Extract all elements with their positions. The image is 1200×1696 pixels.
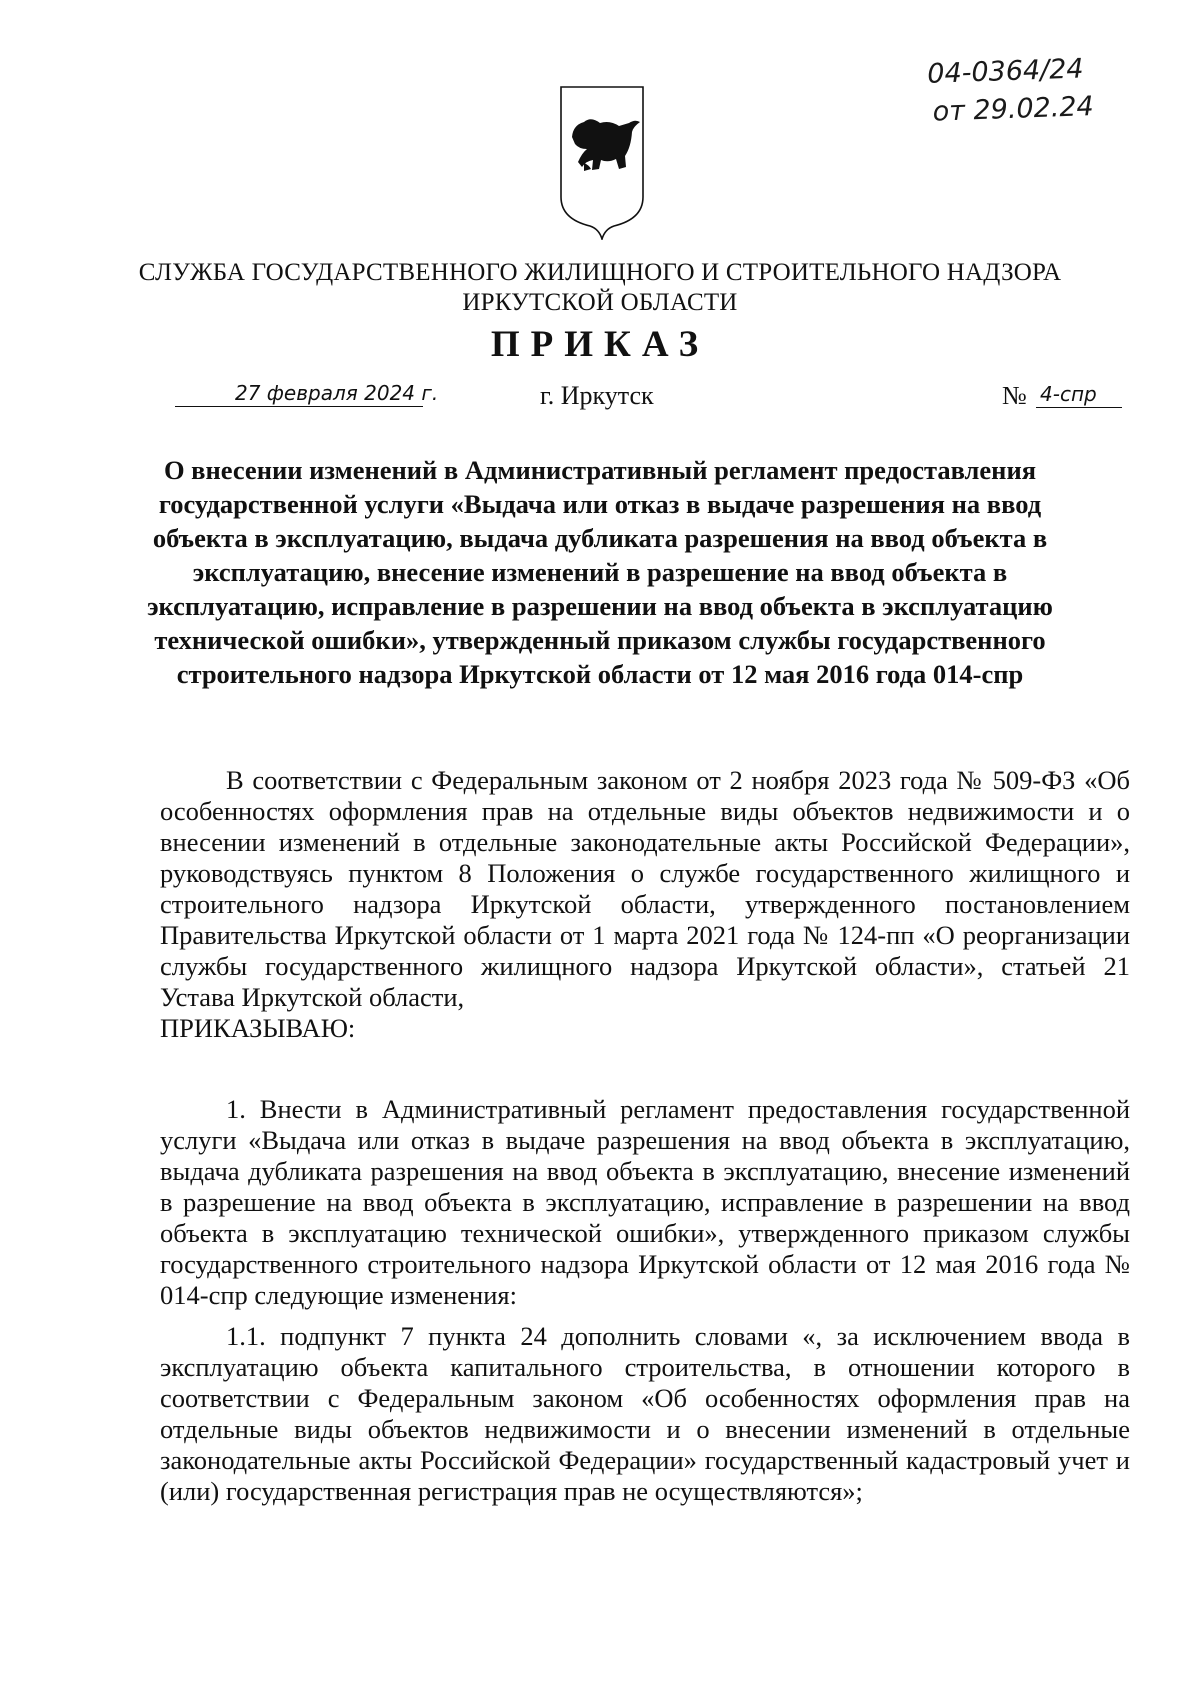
item-1-1-paragraph: 1.1. подпункт 7 пункта 24 дополнить словами «, за исключением ввода в эксплуатацию объекта капитального строительства, в отношении которого в соответствии с Федеральным законом «Об особенностях оформления прав на отдельные виды объектов недвижимости и о внесении изменений в отдельные законодательные акты Российской Федерации» государственный кадастровый учет и (или) государственная регистрация прав не осуществляются»;: [160, 1321, 1130, 1506]
order-subject: О внесении изменений в Административный регламент предоставления государственной услуги «Выдача или отказ в выдаче разрешения на ввод объекта в эксплуатацию, выдача дубликата разрешения на ввод объекта в эксплуатацию, внесение изменений в разрешение на ввод объекта в эксплуатацию, исправление в разрешении на ввод объекта в эксплуатацию технической ошибки», утвержденный приказом службы государственного строительного надзора Иркутской области от 12 мая 2016 года 014-спр: [147, 455, 1053, 689]
handwritten-date: 27 февраля 2024 г.: [235, 381, 439, 405]
registration-number: 04-0364/24: [926, 53, 1085, 90]
city: г. Иркутск: [540, 381, 654, 410]
registration-date: от 29.02.24: [932, 91, 1095, 128]
authority-line-2: ИРКУТСКОЙ ОБЛАСТИ: [462, 289, 738, 316]
order-word: ПРИКАЗЫВАЮ:: [160, 1013, 356, 1043]
item-1-paragraph: 1. Внести в Административный регламент предоставления государственной услуги «Выдача или отказ в выдаче разрешения на ввод объекта в эксплуатацию, выдача дубликата разрешения на ввод объекта в эксплуатацию, внесение изменений в разрешение на ввод объекта в эксплуатацию, исправление в разрешении на ввод объекта в эксплуатацию технической ошибки», утвержденного приказом службы государственного строительного надзора Иркутской области от 12 мая 2016 года № 014-спр следующие изменения:: [160, 1094, 1130, 1310]
preamble-paragraph: В соответствии с Федеральным законом от 2 ноября 2023 года № 509-ФЗ «Об особенностях оформления прав на отдельные виды объектов недвижимости и о внесении изменений в отдельные законодательные акты Российской Федерации», руководствуясь пунктом 8 Положения о службе государственного жилищного и строительного надзора Иркутской области, утвержденного постановлением Правительства Иркутской области от 1 марта 2021 года № 124-пп «О реорганизации службы государственного жилищного надзора Иркутской области», статьей 21 Устава Иркутской области,: [160, 765, 1130, 1012]
item-1-section: [160, 1094, 1130, 1311]
authority-line-1: СЛУЖБА ГОСУДАРСТВЕННОГО ЖИЛИЩНОГО И СТРОИТЕЛЬНОГО НАДЗОРА: [138, 259, 1062, 286]
date-field: [175, 381, 439, 407]
preamble-section: [160, 765, 1130, 1044]
document-type-title: ПРИКАЗ: [490, 324, 710, 365]
handwritten-number: 4-спр: [1040, 382, 1097, 406]
issuing-authority: [120, 258, 1080, 318]
registration-stamp: [927, 48, 1150, 132]
coat-of-arms-emblem: [558, 85, 646, 240]
item-1-1-section: [160, 1321, 1130, 1507]
number-label: №: [1002, 381, 1027, 410]
number-field: [1036, 384, 1122, 408]
